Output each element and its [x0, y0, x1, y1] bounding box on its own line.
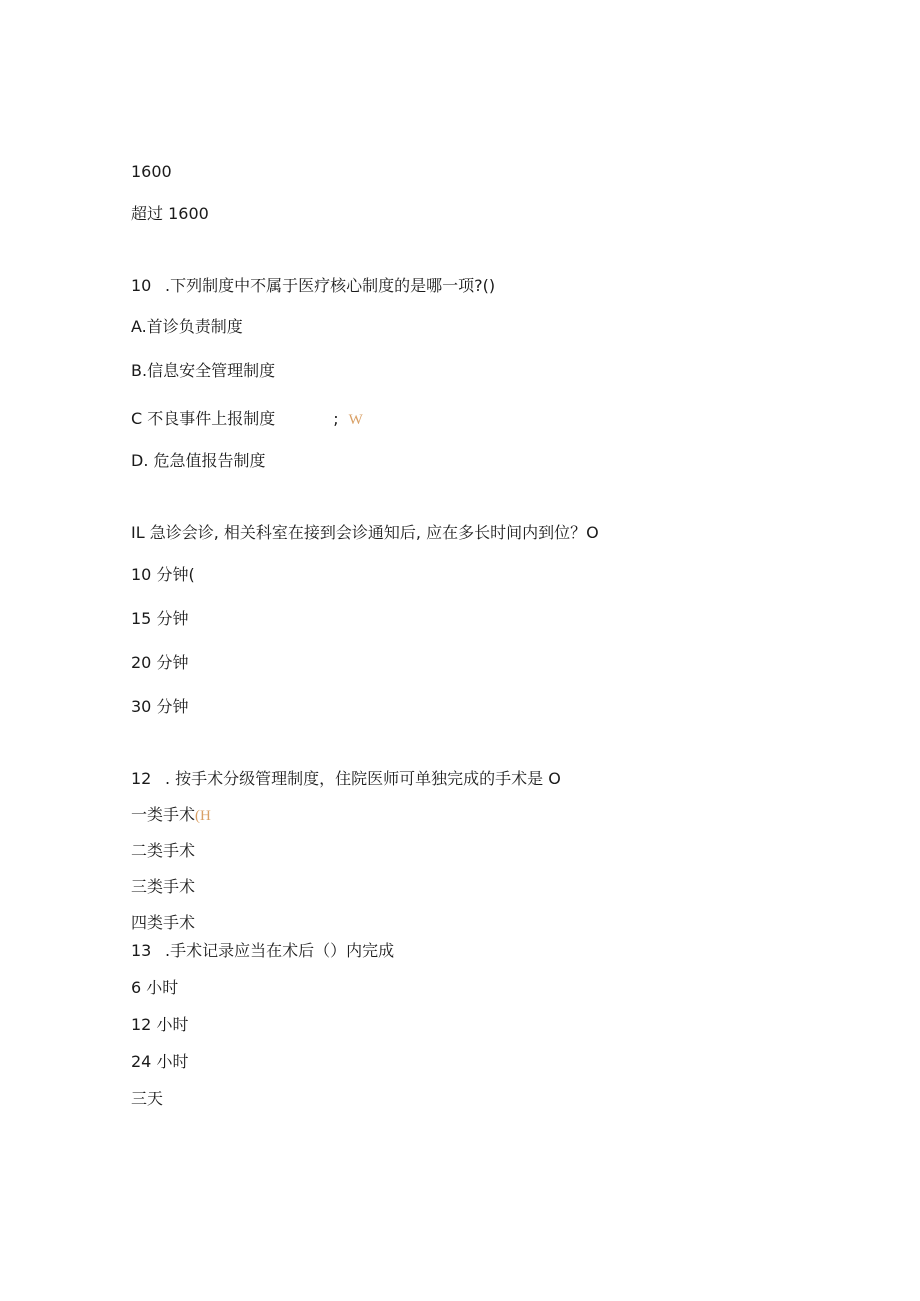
question-11-option-b: 15 分钟 [131, 609, 189, 628]
question-10-option-b: B.信息安全管理制度 [131, 361, 276, 380]
question-11-option-c: 20 分钟 [131, 653, 189, 672]
question-13-number: 13 [131, 941, 152, 960]
question-10-text: .下列制度中不属于医疗核心制度的是哪一项?() [165, 276, 496, 295]
question-13-option-b: 12 小时 [131, 1015, 189, 1034]
option-over-1600: 超过 1600 [131, 204, 209, 223]
question-10-option-a: A.首诊负责制度 [131, 317, 243, 336]
question-13-option-c: 24 小时 [131, 1052, 189, 1071]
question-12-number: 12 [131, 769, 152, 788]
question-10-handwritten-mark: W [348, 412, 363, 428]
question-12-handwritten-mark: (H [195, 808, 211, 824]
question-10-semicolon: ; [333, 409, 339, 428]
question-11-option-d: 30 分钟 [131, 697, 189, 716]
question-12-option-b: 二类手术 [131, 841, 196, 860]
question-10-option-d: D. 危急值报告制度 [131, 451, 266, 470]
option-1600: 1600 [131, 162, 172, 181]
question-10 [131, 276, 495, 296]
question-12-text: . 按手术分级管理制度，住院医师可单独完成的手术是 O [165, 769, 561, 788]
question-10-number: 10 [131, 276, 152, 295]
question-10-option-c-text: C 不良事件上报制度 [131, 409, 276, 428]
question-12-option-c: 三类手术 [131, 877, 196, 896]
question-12-option-a-text: 一类手术 [131, 805, 196, 824]
question-12 [131, 769, 561, 789]
question-13-option-a: 6 小时 [131, 978, 179, 997]
question-10-option-c [131, 409, 363, 430]
question-13 [131, 941, 394, 961]
question-13-text: .手术记录应当在术后（）内完成 [165, 941, 395, 960]
question-12-option-a [131, 805, 211, 826]
question-11-option-a: 10 分钟( [131, 565, 195, 584]
question-11-text: IL 急诊会诊, 相关科室在接到会诊通知后, 应在多长时间内到位？O [131, 523, 599, 542]
question-13-option-d: 三天 [131, 1089, 164, 1108]
question-12-option-d: 四类手术 [131, 913, 196, 932]
